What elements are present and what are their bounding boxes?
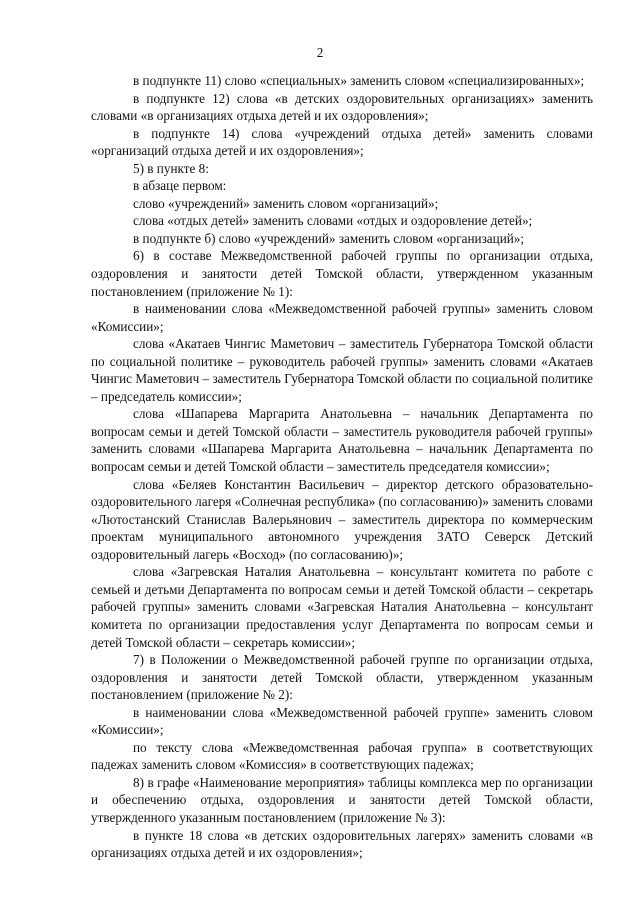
paragraph: слова «Акатаев Чингис Маметович – заместитель Губернатора Томской области по социальной политике – руководитель рабочей группы» заменить словами «Акатаев Чингис Маметович – заместитель Губернатора Томской области по социальной политике – председатель комиссии»; xyxy=(91,336,593,404)
paragraph: в пункте 18 слова «в детских оздоровительных лагерях» заменить словами «в организациях отдыха детей и их оздоровления»; xyxy=(91,827,593,861)
paragraph: в наименовании слова «Межведомственной рабочей группы» заменить словом «Комиссии»; xyxy=(91,301,593,334)
paragraph: слова «отдых детей» заменить словами «отдых и оздоровление детей»; xyxy=(133,213,533,229)
paragraph: в подпункте 12) слова «в детских оздоровительных организациях» заменить словами «в организациях отдыха детей и их оздоровления»; xyxy=(91,90,593,124)
paragraph: 6) в составе Межведомственной рабочей группы по организации отдыха, оздоровления и занятости детей Томской области, утвержденном указанным постановлением (приложение № 1): xyxy=(91,248,593,299)
paragraph: 8) в графе «Наименование мероприятия» таблицы комплекса мер по организации и обеспечению отдыха, оздоровления и занятости детей Томской области, утвержденного указанным постановлением (приложение № 3): xyxy=(91,774,593,825)
page-number: 2 xyxy=(316,45,324,60)
paragraph: в абзаце первом: xyxy=(133,178,227,194)
document-body xyxy=(91,72,593,862)
paragraph: в подпункте 14) слова «учреждений отдыха детей» заменить словами «организаций отдыха детей и их оздоровления»; xyxy=(91,125,593,159)
paragraph: в наименовании слова «Межведомственной рабочей группе» заменить словом «Комиссии»; xyxy=(91,704,593,738)
paragraph: в подпункте 11) слово «специальных» заменить словом «специализированных»; xyxy=(133,73,585,88)
paragraph: слово «учреждений» заменить словом «организаций»; xyxy=(133,195,439,211)
paragraph: 5) в пункте 8: xyxy=(133,160,209,176)
paragraph: слова «Загревская Наталия Анатольевна – консультант комитета по работе с семьей и детьми Департамента по вопросам семьи и детей Томской области – секретарь рабочей группы» заменить словами «Загревская Наталия Анатольевна – консультант комитета по организации предоставления услуг Департамента по вопросам семьи и детей Томской области – секретарь комиссии»; xyxy=(91,564,593,650)
paragraph: слова «Шапарева Маргарита Анатольевна – начальник Департамента по вопросам семьи и детей Томской области – заместитель руководителя рабочей группы» заменить словами «Шапарева Маргарита Анатольевна – начальник Департамента по вопросам семьи и детей Томской области – заместитель председателя комиссии»; xyxy=(91,406,593,475)
paragraph: по тексту слова «Межведомственная рабочая группа» в соответствующих падежах заменить словом «Комиссия» в соответствующих падежах; xyxy=(91,739,593,773)
paragraph: 7) в Положении о Межведомственной рабочей группе по организации отдыха, оздоровления и занятости детей Томской области, утвержденном указанным постановлением (приложение № 2): xyxy=(91,652,593,703)
paragraph: в подпункте б) слово «учреждений» заменить словом «организаций»; xyxy=(133,230,525,246)
paragraph: слова «Беляев Константин Васильевич – директор детского образовательно-оздоровительного лагеря «Солнечная республика» (по согласованию)» заменить словами «Лютостанский Станислав Валерьянович – заместитель директора по коммерческим проектам муниципального автономного учреждения ЗАТО Северск Детский оздоровительный лагерь «Восход» (по согласованию)»; xyxy=(91,476,593,562)
